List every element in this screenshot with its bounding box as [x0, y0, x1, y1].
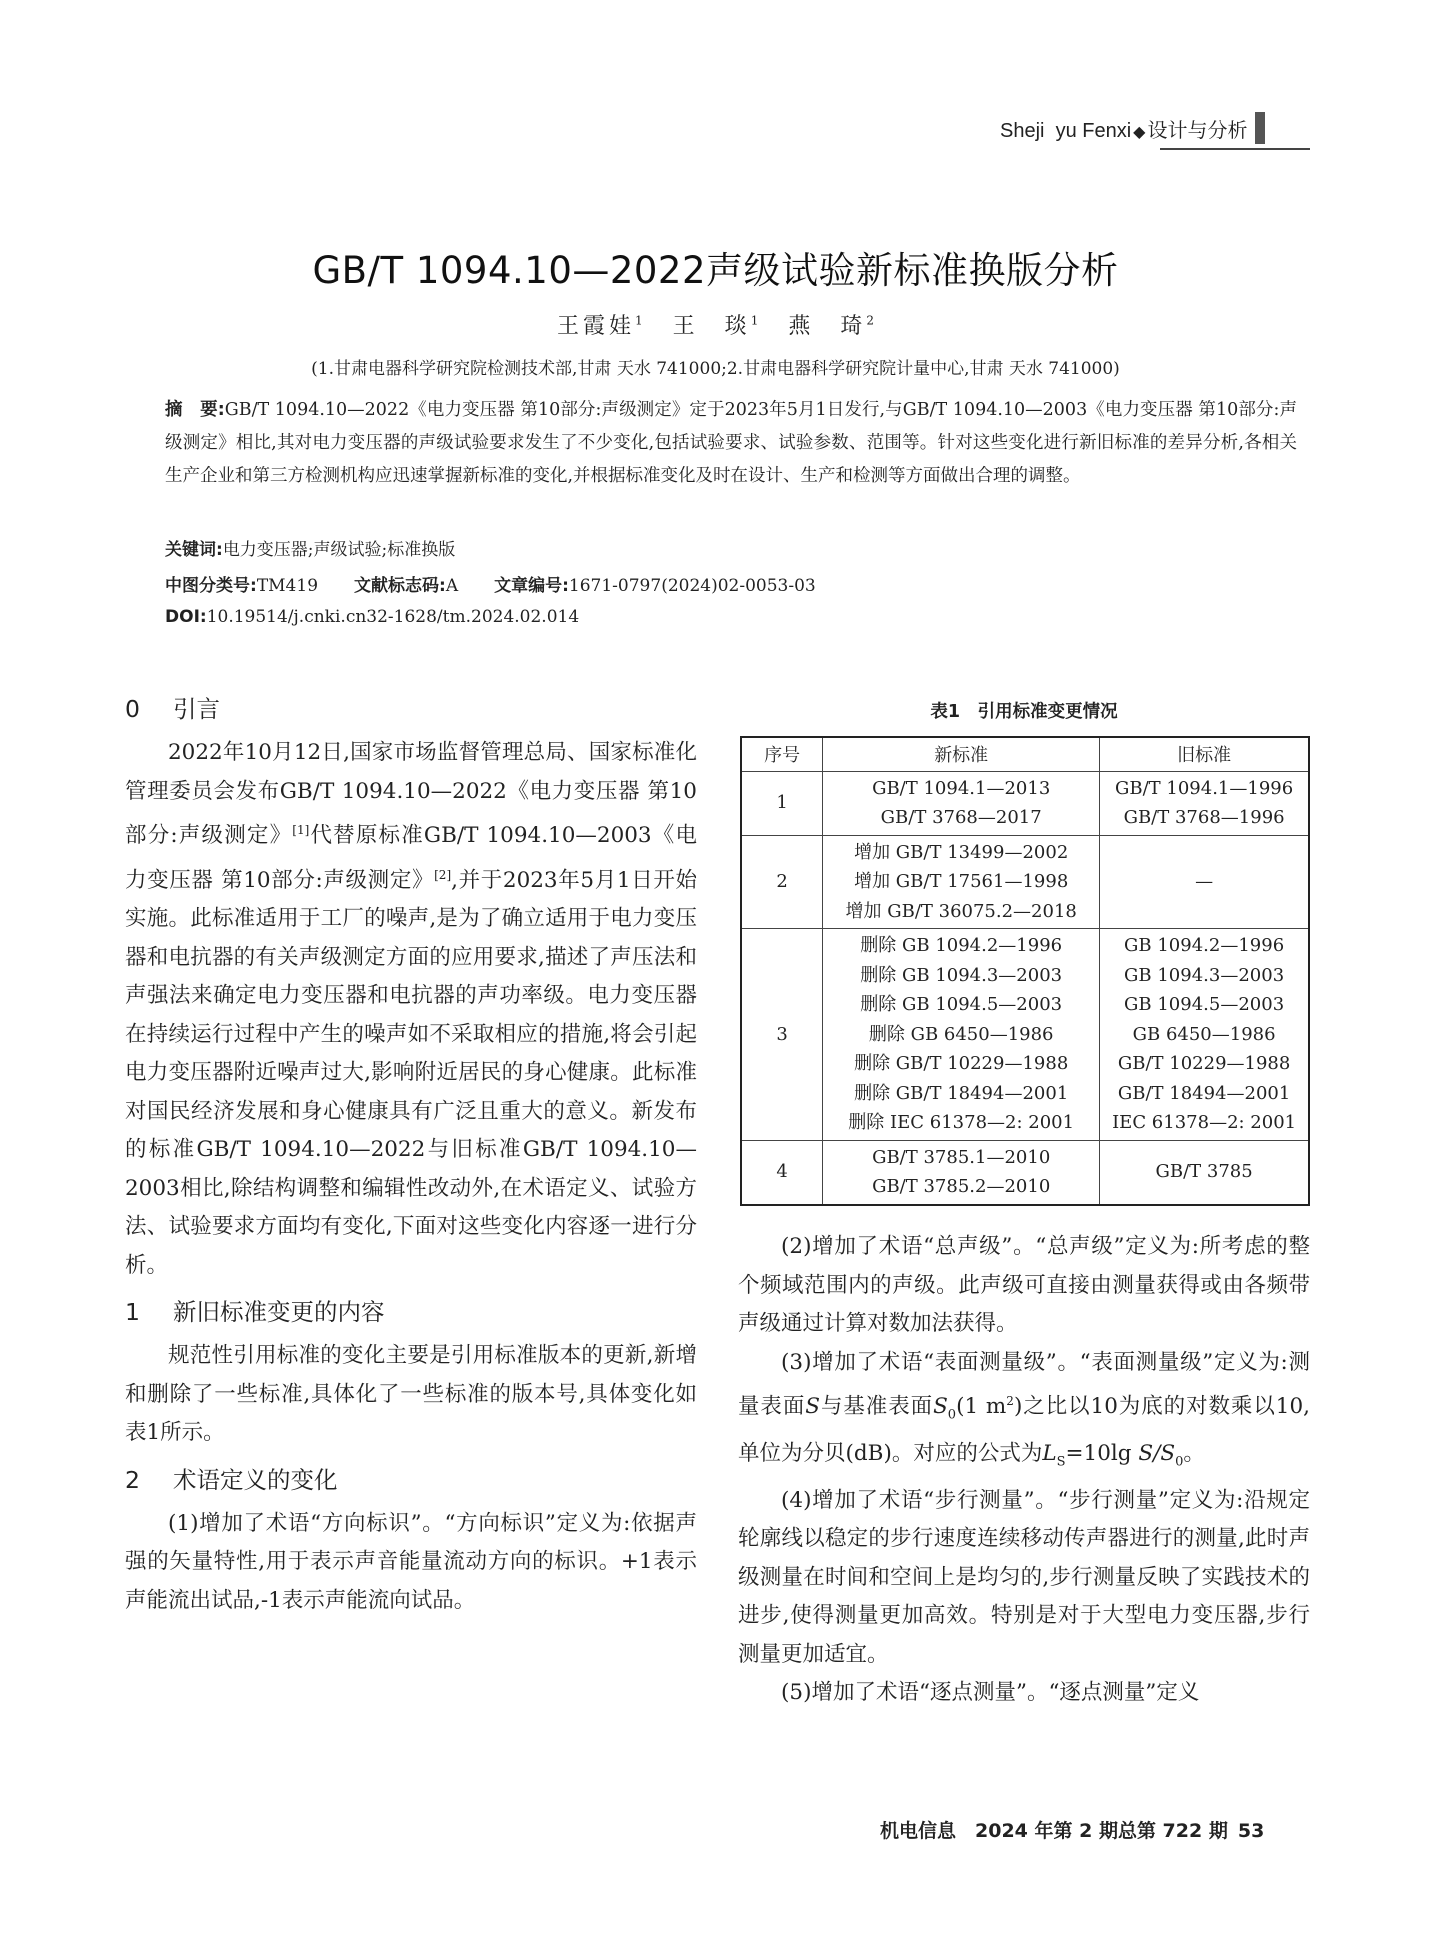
section-title: 新旧标准变更的内容 [173, 1298, 385, 1327]
right-column [738, 1228, 1310, 1713]
superscript: 2 [1006, 1394, 1014, 1408]
new-standard-cell: GB/T 1094.1—2013 GB/T 3768—2017 [823, 771, 1100, 835]
formula-ratio: S/S [1138, 1440, 1176, 1466]
reference-standards-table [740, 736, 1310, 1206]
new-standard-cell: 增加 GB/T 13499—2002 增加 GB/T 17561—1998 增加 GB/T 36075.2—2018 [823, 835, 1100, 929]
doi-value[interactable]: 10.19514/j.cnki.cn32-1628/tm.2024.02.014 [206, 607, 580, 627]
clc-value: TM419 [256, 576, 319, 596]
term3-text: 与基准表面 [820, 1394, 934, 1420]
intro-text-b: 代替原标准GB/T 1094.10—2003《电力变压器 第10部分:声级测定》 [125, 823, 697, 893]
section-heading-2 [125, 1461, 697, 1499]
doi-line [165, 607, 579, 627]
classification-line [165, 571, 816, 596]
old-standard-cell: GB/T 1094.1—1996 GB/T 3768—1996 [1100, 771, 1309, 835]
section1-paragraph: 规范性引用标准的变化主要是引用标准版本的更新,新增和删除了一些标准,具体化了一些标准的版本号,具体变化如表1所示。 [125, 1343, 697, 1446]
term3-text: 。 [1183, 1440, 1205, 1466]
keywords-text: 电力变压器;声级试验;标准换版 [222, 540, 456, 560]
section-heading-0 [125, 690, 697, 728]
subscript: 0 [947, 1407, 957, 1423]
section-number: 0 [125, 695, 140, 723]
article-number-label: 文章编号: [494, 576, 569, 596]
row-number-cell: 3 [741, 929, 823, 1141]
header-rule [1160, 148, 1310, 150]
table-row [741, 1140, 1309, 1205]
abstract-label: 摘 要: [165, 400, 225, 420]
symbol-S0: S [933, 1394, 948, 1420]
table-row [741, 835, 1309, 929]
citation-ref[interactable]: [1] [292, 823, 310, 837]
table-header-cell: 序号 [741, 737, 823, 771]
section-heading-1 [125, 1293, 697, 1331]
running-header-section: 设计与分析 [1147, 120, 1248, 142]
row-number-cell: 1 [741, 771, 823, 835]
section-title: 术语定义的变化 [173, 1465, 338, 1494]
clc-label: 中图分类号: [165, 576, 257, 596]
term-paragraph-1: (1)增加了术语“方向标识”。“方向标识”定义为:依据声强的矢量特性,用于表示声音能量流动方向的标识。+1表示声能流出试品,-1表示声能流向试品。 [125, 1510, 697, 1613]
term3-text: (3)增加了术语“表面测量级”。“表面测量级”定义为:测量表面 [738, 1349, 1310, 1420]
subscript: 0 [1175, 1454, 1184, 1470]
subscript: S [1056, 1454, 1066, 1470]
term3-text: (1 m [956, 1394, 1007, 1420]
term-paragraph-2: (2)增加了术语“总声级”。“总声级”定义为:所考虑的整个频域范围内的声级。此声级可直接由测量获得或由各频带声级通过计算对数加法获得。 [738, 1234, 1310, 1336]
symbol-S: S [805, 1394, 821, 1420]
old-standard-cell: GB/T 3785 [1100, 1140, 1309, 1205]
running-header-pinyin: Sheji yu Fenxi [1000, 120, 1132, 142]
formula-text: =10lg [1065, 1440, 1139, 1466]
table-caption: 表1 引用标准变更情况 [930, 702, 1118, 722]
table-header-row [741, 737, 1309, 771]
article-number-value: 1671-0797(2024)02-0053-03 [568, 576, 816, 596]
author-name: 王 琰 [672, 314, 751, 339]
paper-title: GB/T 1094.10—2022声级试验新标准换版分析 [312, 249, 1119, 292]
table-row [741, 771, 1309, 835]
doc-code-label: 文献标志码: [354, 576, 446, 596]
section-title: 引言 [173, 695, 220, 723]
running-header [1000, 114, 1265, 148]
table-row [741, 929, 1309, 1141]
section-number: 2 [125, 1465, 140, 1494]
journal-issue: 机电信息 2024 年第 2 期总第 722 期 [880, 1820, 1228, 1842]
row-number-cell: 4 [741, 1140, 823, 1205]
term-paragraph-5: (5)增加了术语“逐点测量”。“逐点测量”定义 [781, 1680, 1200, 1706]
table-header-cell: 旧标准 [1100, 737, 1309, 771]
symbol-L: L [1042, 1440, 1057, 1466]
abstract [165, 394, 1297, 493]
abstract-text: GB/T 1094.10—2022《电力变压器 第10部分:声级测定》定于2023年5月1日发行,与GB/T 1094.10—2003《电力变压器 第10部分:声级测定》相比,其对电力变压器的声级试验要求发生了不少变化,包括试验要求、试验参数、范围等。针对这些变化进行新旧标准的差异分析,各相关生产企业和第三方检测机构应迅速掌握新标准的变化,并根据标准变化及时在设计、生产和检测等方面做出合理的调整。 [165, 400, 1297, 486]
author-affiliation-mark: 2 [866, 313, 874, 328]
author-name: 王霞娃 [557, 314, 636, 339]
author-list [0, 309, 1431, 340]
term-paragraph-3 [738, 1344, 1310, 1482]
affiliations: (1.甘肃电器科学研究院检测技术部,甘肃 天水 741000;2.甘肃电器科学研究院计量中心,甘肃 天水 741000) [311, 359, 1120, 379]
citation-ref[interactable]: [2] [434, 867, 452, 882]
intro-paragraph [125, 734, 697, 1285]
term-paragraph-4: (4)增加了术语“步行测量”。“步行测量”定义为:沿规定轮廓线以稳定的步行速度连续移动传声器进行的测量,此时声级测量在时间和空间上是均匀的,步行测量反映了实践技术的进步,使得测量更加高效。特别是对于大型电力变压器,步行测量更加适宜。 [738, 1487, 1310, 1667]
author-name: 燕 琦 [788, 314, 867, 339]
section-number: 1 [125, 1298, 140, 1327]
keywords [165, 535, 455, 560]
header-bar-decoration [1255, 112, 1265, 144]
new-standard-cell: 删除 GB 1094.2—1996 删除 GB 1094.3—2003 删除 GB 1094.5—2003 删除 GB 6450—1986 删除 GB/T 10229—1988 删除 GB/T 18494—2001 删除 IEC 61378—2: 2001 [823, 929, 1100, 1141]
page-number: 53 [1237, 1820, 1265, 1842]
doc-code-value: A [445, 576, 459, 596]
old-standard-cell: — [1100, 835, 1309, 929]
new-standard-cell: GB/T 3785.1—2010 GB/T 3785.2—2010 [823, 1140, 1100, 1205]
author-affiliation-mark: 1 [750, 313, 759, 328]
page-footer [880, 1816, 1264, 1843]
left-column [125, 690, 697, 1620]
table-header-cell: 新标准 [823, 737, 1100, 771]
intro-text-a: 2022年10月12日,国家市场监督管理总局、国家标准化管理委员会发布GB/T 1094.10—2022《电力变压器 第10部分:声级测定》 [125, 740, 697, 849]
keywords-label: 关键词: [165, 540, 223, 560]
doi-label: DOI: [165, 607, 207, 627]
old-standard-cell: GB 1094.2—1996 GB 1094.3—2003 GB 1094.5—2003 GB 6450—1986 GB/T 10229—1988 GB/T 18494—2001 IEC 61378—2: 2001 [1100, 929, 1309, 1141]
term3-text: )之比以10为底的对数乘以10,单位为分贝(dB)。对应的公式为 [738, 1394, 1310, 1466]
row-number-cell: 2 [741, 835, 823, 929]
author-affiliation-mark: 1 [635, 313, 643, 328]
diamond-icon: ◆ [1133, 124, 1146, 141]
intro-text-c: ,并于2023年5月1日开始实施。此标准适用于工厂的噪声,是为了确立适用于电力变压器和电抗器的有关声级测定方面的应用要求,描述了声压法和声强法来确定电力变压器和电抗器的声功率级。电力变压器在持续运行过程中产生的噪声如不采取相应的措施,将会引起电力变压器附近噪声过大,影响附近居民的身心健康。此标准对国民经济发展和身心健康具有广泛且重大的意义。新发布的标准GB/T 1094.10—2022与旧标准GB/T 1094.10—2003相比,除结构调整和编辑性改动外,在术语定义、试验方法、试验要求方面均有变化,下面对这些变化内容逐一进行分析。 [125, 867, 697, 1278]
